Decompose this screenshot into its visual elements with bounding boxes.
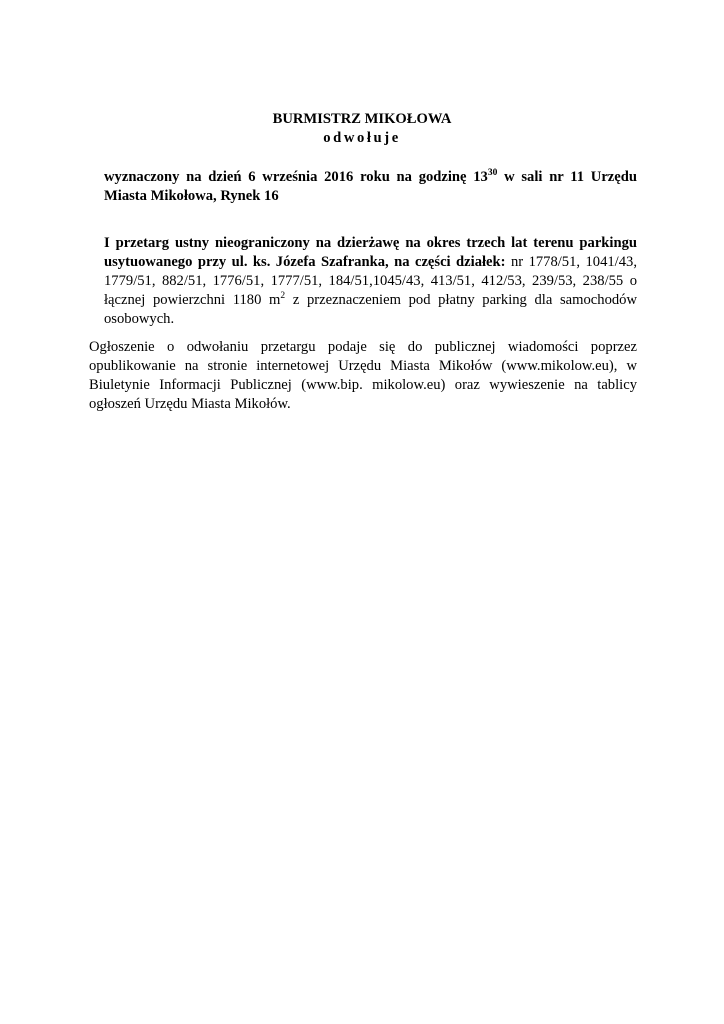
tender-paragraph: [104, 234, 637, 329]
tender-title: I przetarg ustny nieograniczony na dzierżawę na okres trzech lat terenu parkingu usytuowanego przy ul. ks. Józefa Szafranka, na części działek:: [104, 235, 637, 270]
document-title: BURMISTRZ MIKOŁOWA: [272, 111, 452, 127]
tender-purpose: z przeznaczeniem pod płatny parking dla samochodów osobowych.: [104, 292, 638, 327]
schedule-date-text: wyznaczony na dzień 6 września 2016 roku na godzinę 13: [104, 169, 488, 185]
schedule-location-text: w sali nr 11 Urzędu Miasta Mikołowa, Rynek 16: [104, 169, 637, 204]
notice-paragraph: Ogłoszenie o odwołaniu przetargu podaje się do publicznej wiadomości poprzez opublikowanie na stronie internetowej Urzędu Miasta Mikołów (www.mikolow.eu), w Biuletynie Informacji Publicznej (www.bip. mikolow.eu) oraz wywieszenie na tablicy ogłoszeń Urzędu Miasta Mikołów.: [89, 339, 637, 412]
tender-plots: nr 1778/51, 1041/43, 1779/51, 882/51, 1776/51, 1777/51, 184/51,1045/43, 413/51, 412/53, 239/53, 238/55 o łącznej powierzchni 1180 m: [104, 254, 637, 308]
schedule-paragraph: [104, 168, 637, 206]
schedule-minutes: 30: [487, 168, 498, 179]
tender-area-exponent: 2: [280, 291, 286, 302]
document-subtitle: odwołuje: [323, 130, 401, 146]
